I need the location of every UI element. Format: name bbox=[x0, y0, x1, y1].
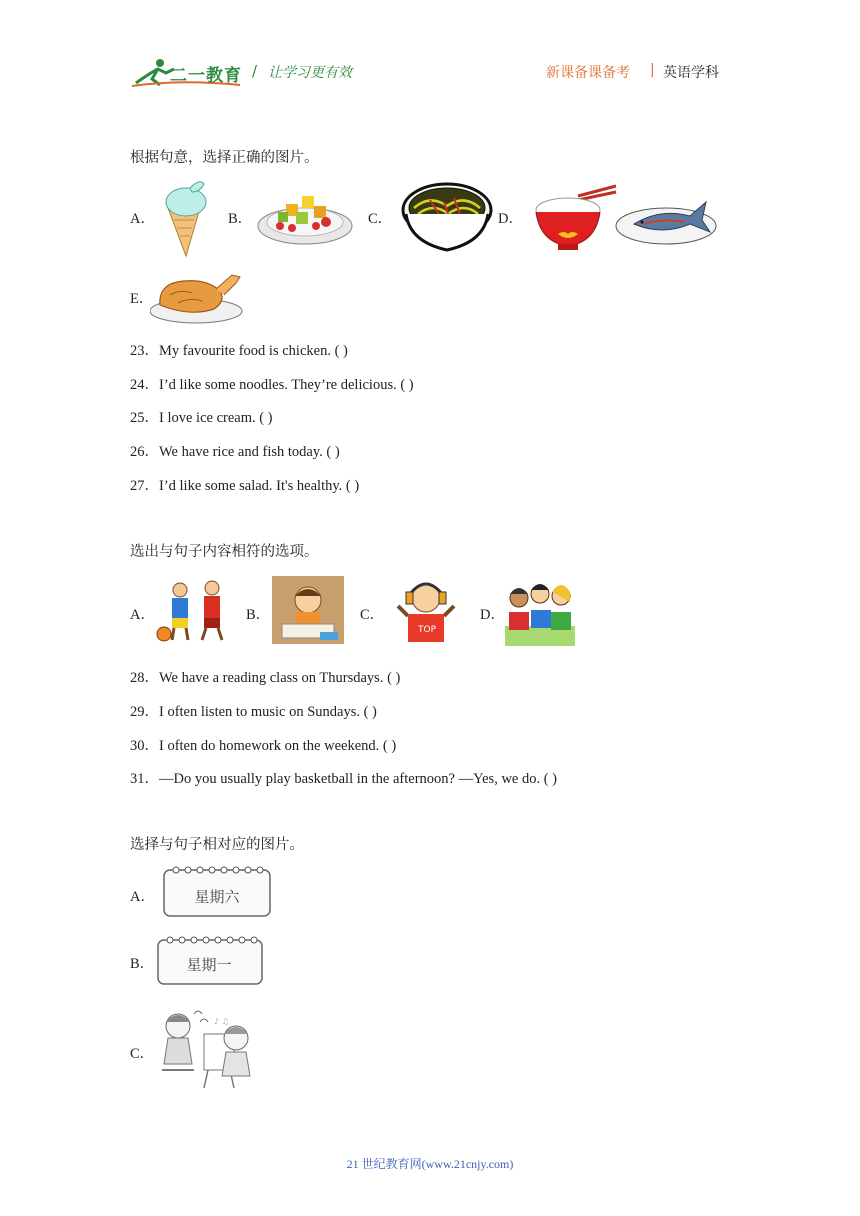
header-subject: 英语学科 bbox=[663, 65, 719, 81]
noodle-bowl-icon bbox=[400, 180, 494, 254]
section3-option-a-label: A． bbox=[130, 889, 155, 905]
fish-plate-icon bbox=[614, 186, 718, 246]
section1-instruction: 根据句意，选择正确的图片。 bbox=[130, 150, 319, 166]
section2-option-b-label: B． bbox=[246, 607, 271, 623]
question-28: 28．We have a reading class on Thursdays. ( ) bbox=[130, 670, 401, 686]
section1-option-b-label: B． bbox=[228, 211, 253, 227]
section2-instruction: 选出与句子内容相符的选项。 bbox=[130, 544, 319, 560]
header-slogan: 让学习更有效 bbox=[268, 65, 352, 81]
section3-instruction: 选择与句子相对应的图片。 bbox=[130, 837, 304, 853]
svg-text:TOP: TOP bbox=[418, 625, 437, 635]
section3-option-c-label: C． bbox=[130, 1046, 155, 1062]
section2-option-d-label: D． bbox=[480, 607, 505, 623]
page-footer: 21 世纪教育网(www.21cnjy.com) bbox=[346, 1157, 514, 1171]
section1-option-e-label: E． bbox=[130, 291, 154, 307]
section1-option-a-label: A． bbox=[130, 211, 155, 227]
question-25: 25．I love ice cream. ( ) bbox=[130, 410, 273, 426]
rice-bowl-icon bbox=[532, 184, 618, 252]
question-30: 30．I often do homework on the weekend. ( ) bbox=[130, 738, 397, 754]
calendar-card-text-b: 星期一 bbox=[186, 956, 232, 974]
fruit-salad-icon bbox=[256, 182, 354, 248]
section1-option-c-label: C． bbox=[368, 211, 393, 227]
question-27: 27．I’d like some salad. It's healthy. ( ) bbox=[130, 478, 360, 494]
question-29: 29．I often listen to music on Sundays. ( ) bbox=[130, 704, 377, 720]
calendar-card-text-a: 星期六 bbox=[194, 888, 240, 906]
roast-chicken-icon bbox=[150, 265, 246, 325]
header-right-text: 新课备课备考 bbox=[546, 65, 630, 81]
question-26: 26．We have rice and fish today. ( ) bbox=[130, 444, 340, 460]
question-24: 24．I’d like some noodles. They’re delicious. ( ) bbox=[130, 377, 414, 393]
logo-text: 二一教育 bbox=[170, 66, 242, 86]
calendar-card-monday bbox=[156, 932, 266, 988]
children-reading-icon bbox=[505, 576, 575, 646]
question-23: 23．My favourite food is chicken. ( ) bbox=[130, 343, 348, 359]
section3-option-b-label: B． bbox=[130, 956, 155, 972]
header-separator: | bbox=[650, 62, 655, 78]
ice-cream-icon bbox=[160, 178, 212, 258]
basketball-players-icon bbox=[156, 576, 234, 644]
boy-homework-icon bbox=[272, 576, 344, 644]
boy-headphones-icon bbox=[390, 576, 462, 644]
girls-singing-drawing-icon bbox=[154, 1004, 266, 1090]
header-slash: / bbox=[252, 62, 258, 80]
section1-option-d-label: D． bbox=[498, 211, 523, 227]
section2-option-c-label: C． bbox=[360, 607, 385, 623]
section2-option-a-label: A． bbox=[130, 607, 155, 623]
calendar-card-saturday bbox=[160, 862, 278, 920]
svg-text:♪ ♫: ♪ ♫ bbox=[214, 1017, 229, 1026]
question-31: 31．—Do you usually play basketball in the afternoon? —Yes, we do. ( ) bbox=[130, 771, 558, 787]
